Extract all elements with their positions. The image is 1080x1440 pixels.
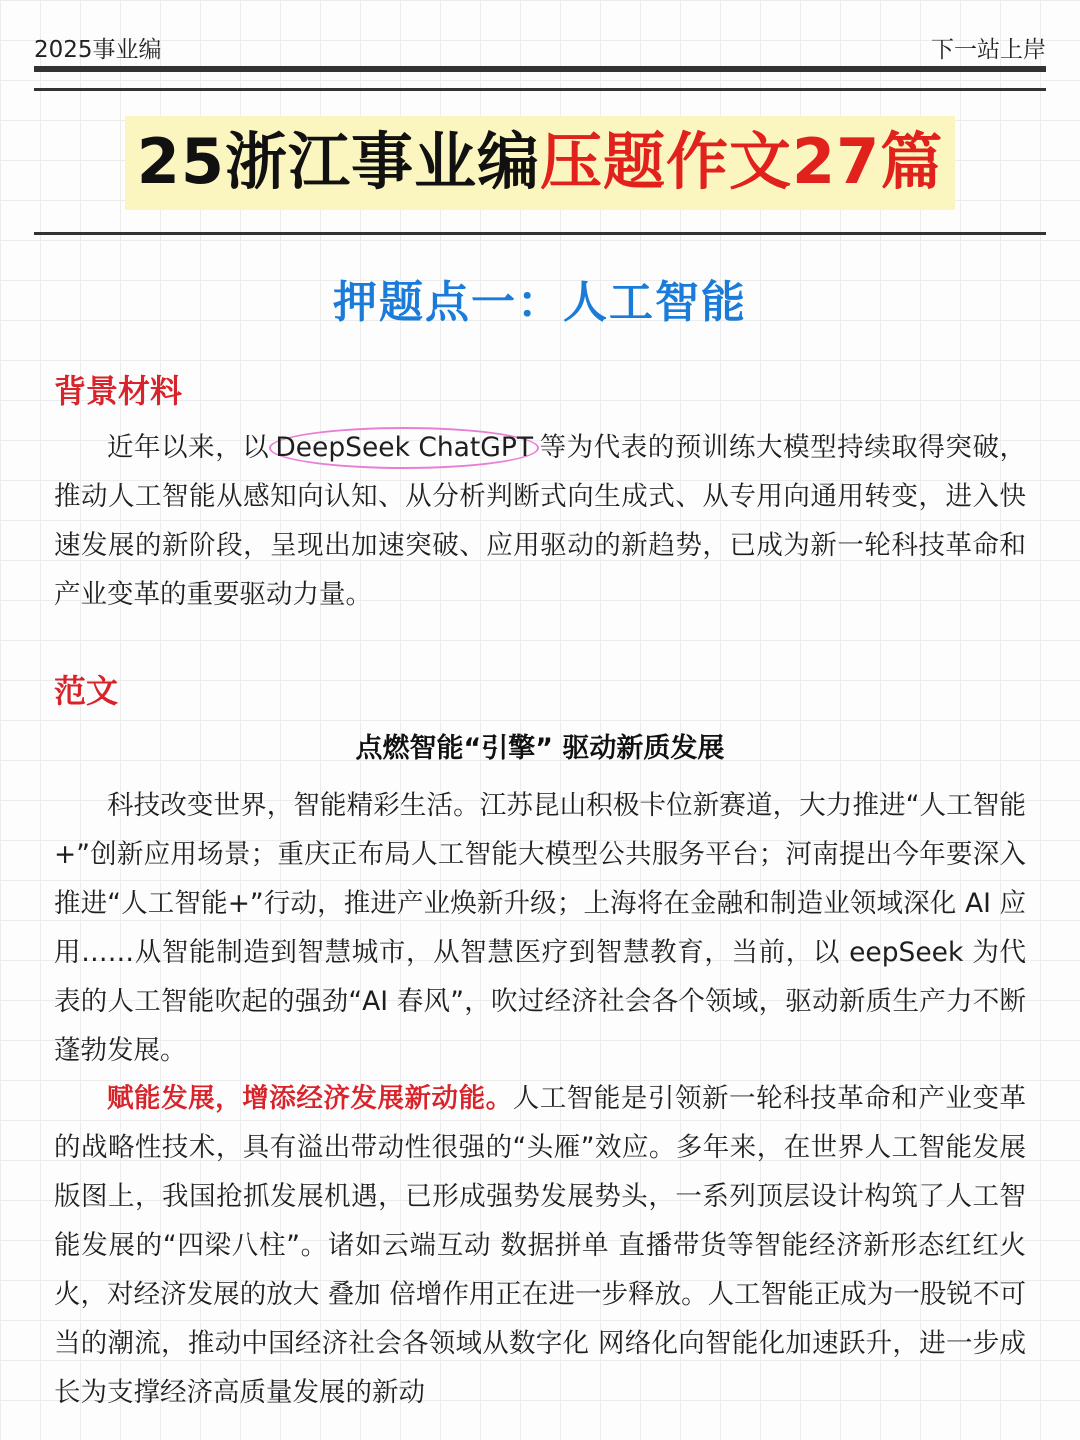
- title-divider: [34, 232, 1046, 235]
- background-text-before: 近年以来，以: [107, 432, 270, 463]
- essay-paragraph-2-body: 人工智能是引领新一轮科技革命和产业变革的战略性技术，具有溢出带动性很强的“头雁”效应。多年来，在世界人工智能发展版图上，我国抢抓发展机遇，已形成强势发展势头，一系列顶层设计构筑了人工智能发展的“四梁八柱”。诸如云端互动 数据拼单 直播带货等智能经济新形态红红火火，对经济发展的放大 叠加 倍增作用正在进一步释放。人工智能正成为一股锐不可当的潮流，推动中国经济社会各领域从数字化 网络化向智能化加速跃升，进一步成长为支撑经济高质量发展的新动: [54, 1083, 1027, 1408]
- background-text-after: 等为代表的预训练大模型持续取得突破，推动人工智能从感知向认知、从分析判断式向生成式、从专用向通用转变，进入快速发展的新阶段，呈现出加速突破、应用驱动的新趋势，已成为新一轮科技革命和产业变革的重要驱动力量。: [54, 432, 1027, 610]
- main-title-red: 压题作文27篇: [540, 125, 944, 198]
- page-header: [34, 30, 1046, 64]
- essay-paragraph-1: 科技改变世界，智能精彩生活。江苏昆山积极卡位新赛道，大力推进“人工智能+”创新应用场景；重庆正布局人工智能大模型公共服务平台；河南提出今年要深入推进“人工智能+”行动，推进产业焕新升级；上海将在金融和制造业领域深化 AI 应用……从智能制造到智慧城市，从智慧医疗到智慧教育，当前，以 eepSeek 为代表的人工智能吹起的强劲“AI 春风”，吹过经济社会各个领域，驱动新质生产力不断蓬勃发展。: [54, 790, 1026, 1066]
- essay-paragraph-2-lead: 赋能发展，增添经济发展新动能。: [107, 1083, 513, 1114]
- background-label: 背景材料: [54, 372, 183, 410]
- header-divider-thick: [34, 66, 1046, 72]
- essay-title: 点燃智能“引擎” 驱动新质发展: [355, 733, 725, 764]
- section-title: 押题点一：人工智能: [333, 277, 747, 328]
- main-title-black: 25浙江事业编: [136, 125, 540, 198]
- header-divider-thin: [34, 88, 1046, 91]
- essay-paragraph-2: [54, 1074, 1026, 1417]
- header-right-text: 下一站上岸: [931, 36, 1046, 63]
- main-title: [125, 116, 956, 210]
- background-paragraph: [54, 423, 1026, 619]
- main-title-wrap: [0, 116, 1080, 210]
- essay-label: 范文: [54, 672, 119, 710]
- header-left-text: 2025事业编: [34, 36, 162, 63]
- highlighted-term: DeepSeek ChatGPT: [269, 427, 539, 469]
